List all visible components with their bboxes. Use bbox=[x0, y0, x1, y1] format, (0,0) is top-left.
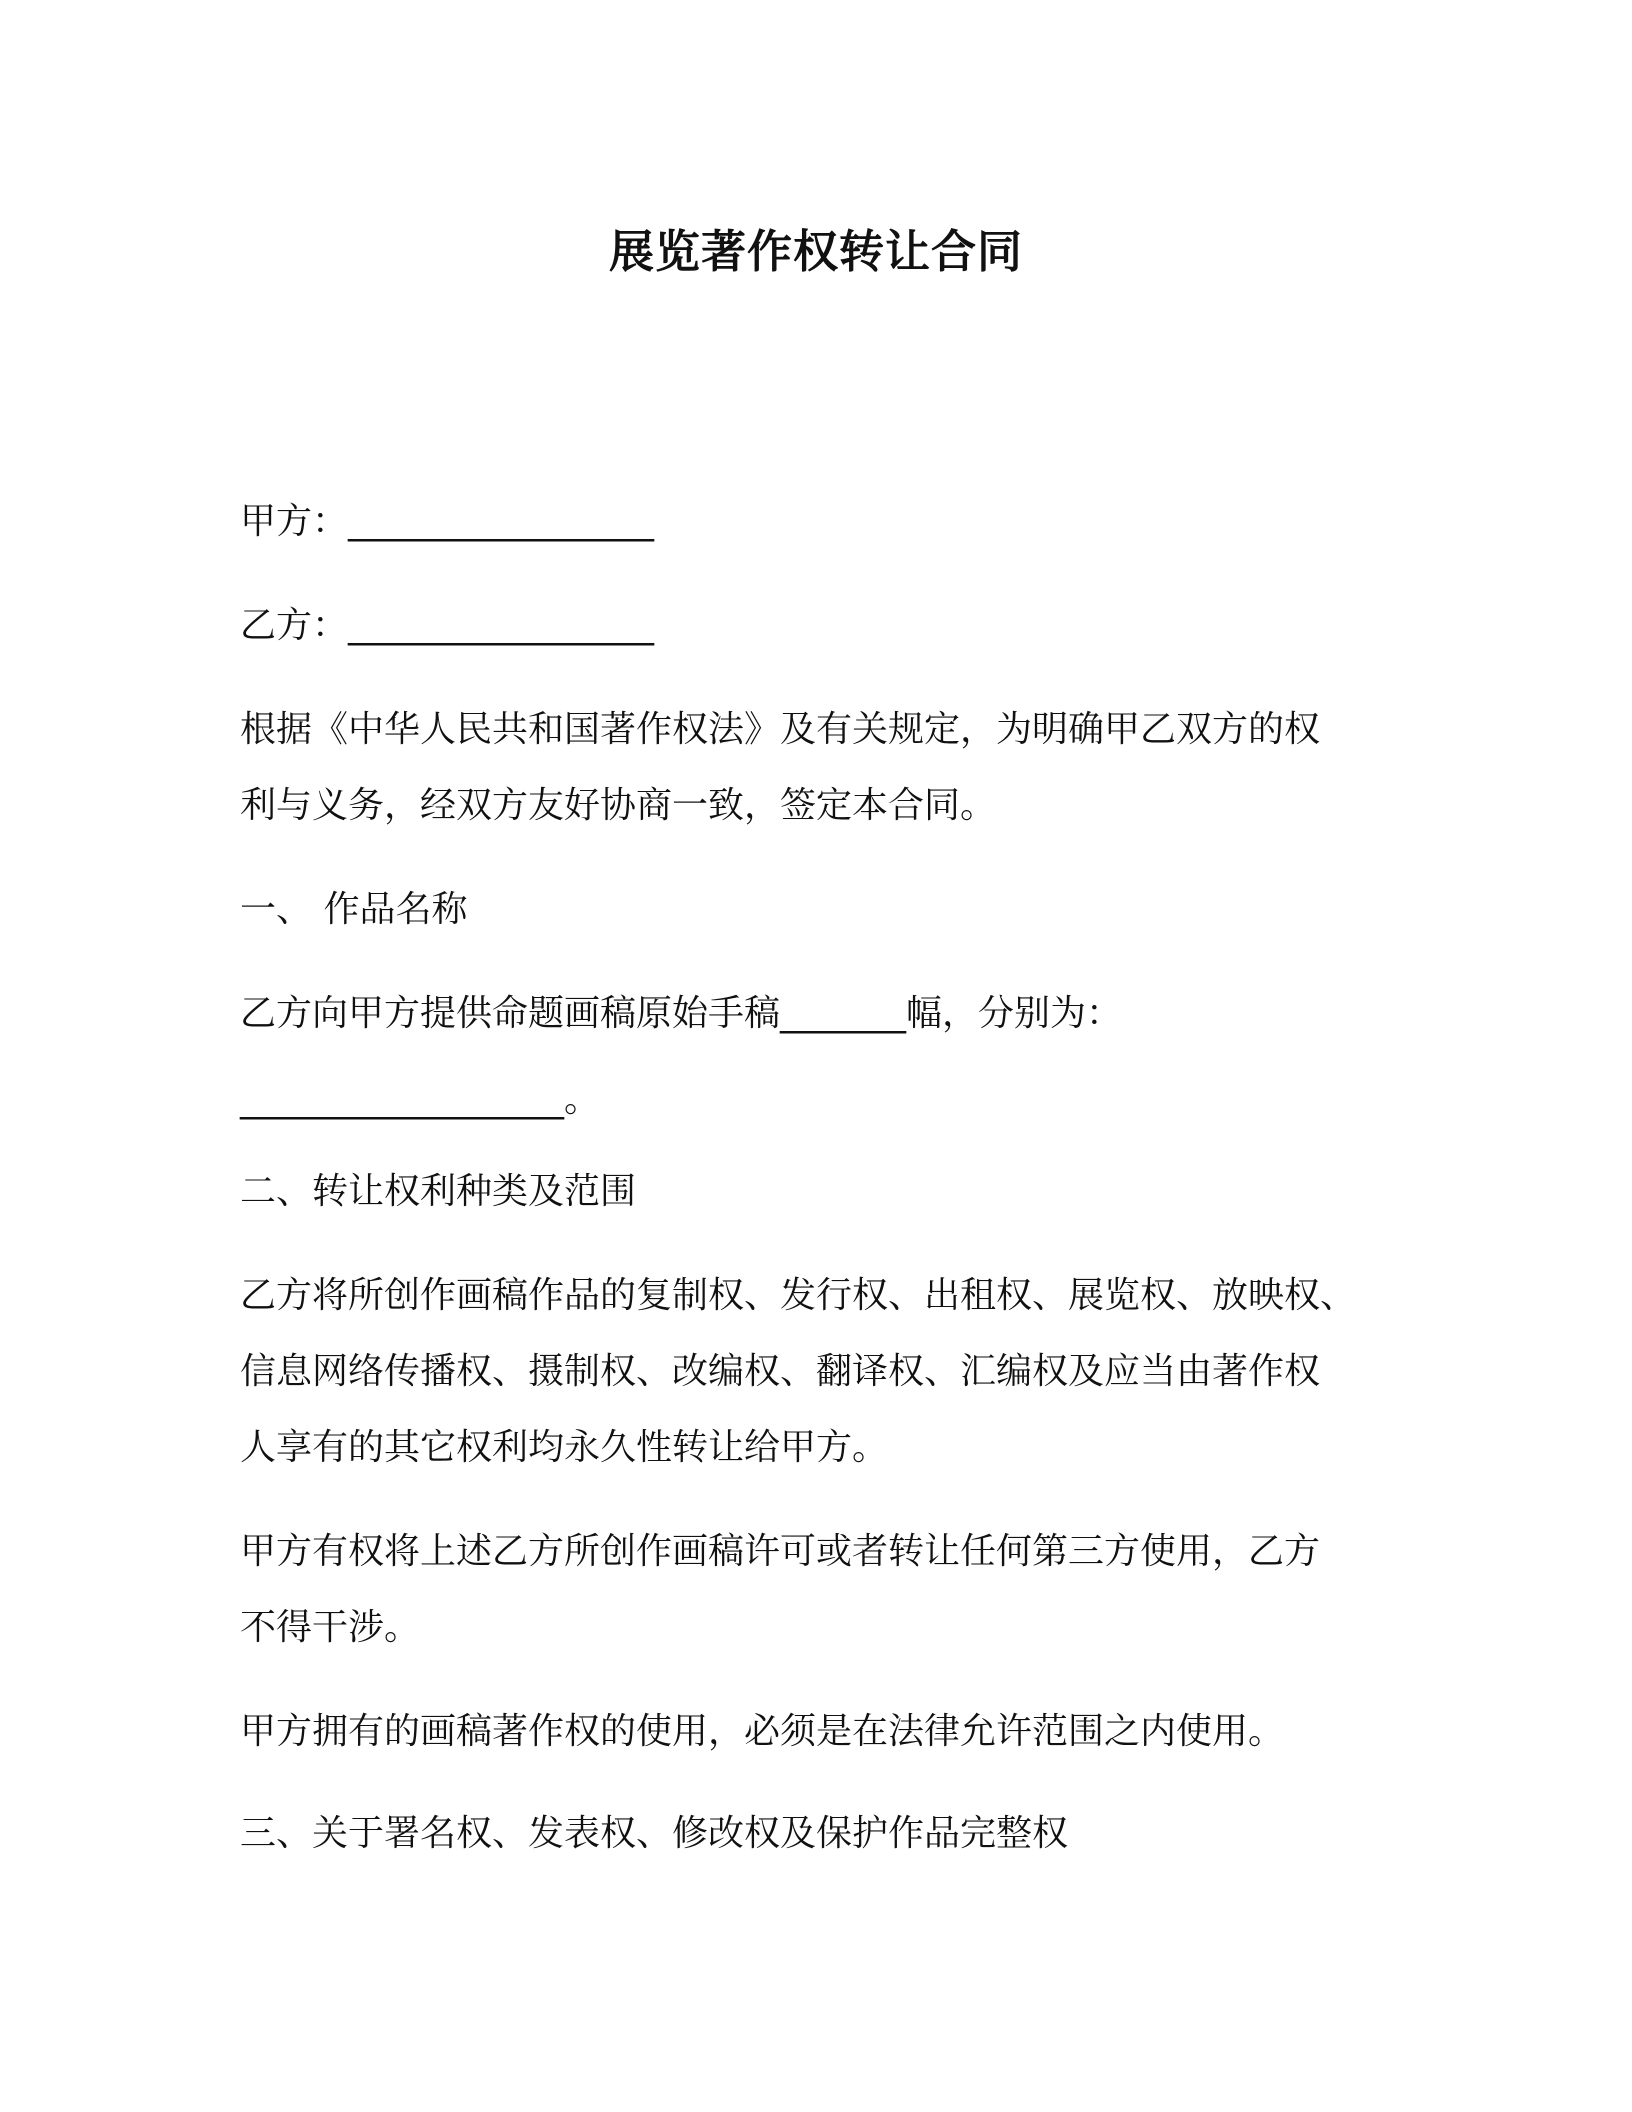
section-2-p1-line-1: 乙方将所创作画稿作品的复制权、发行权、出租权、展览权、放映权、 bbox=[240, 1275, 1357, 1316]
section-1-line-2: __________________。 bbox=[240, 1079, 600, 1120]
section-1-line-1: 乙方向甲方提供命题画稿原始手稿_______幅，分别为： bbox=[240, 993, 1123, 1034]
intro-line-1: 根据《中华人民共和国著作权法》及有关规定，为明确甲乙双方的权 bbox=[240, 709, 1321, 750]
section-1-heading: 一、 作品名称 bbox=[240, 889, 468, 930]
section-2-p2-line-2: 不得干涉。 bbox=[240, 1607, 421, 1648]
intro-line-2: 利与义务，经双方友好协商一致，签定本合同。 bbox=[240, 785, 997, 826]
party-b-line: 乙方：_________________ bbox=[240, 605, 655, 646]
party-a-line: 甲方：_________________ bbox=[240, 501, 655, 542]
section-2-p3-line-1: 甲方拥有的画稿著作权的使用，必须是在法律允许范围之内使用。 bbox=[240, 1711, 1285, 1752]
section-2-p2-line-1: 甲方有权将上述乙方所创作画稿许可或者转让任何第三方使用，乙方 bbox=[240, 1531, 1321, 1572]
document-title: 展览著作权转让合同 bbox=[608, 225, 1023, 278]
section-2-p1-line-3: 人享有的其它权利均永久性转让给甲方。 bbox=[240, 1427, 889, 1468]
section-2-p1-line-2: 信息网络传播权、摄制权、改编权、翻译权、汇编权及应当由著作权 bbox=[240, 1351, 1321, 1392]
section-2-heading: 二、转让权利种类及范围 bbox=[240, 1171, 637, 1212]
section-3-heading: 三、关于署名权、发表权、修改权及保护作品完整权 bbox=[240, 1813, 1069, 1854]
